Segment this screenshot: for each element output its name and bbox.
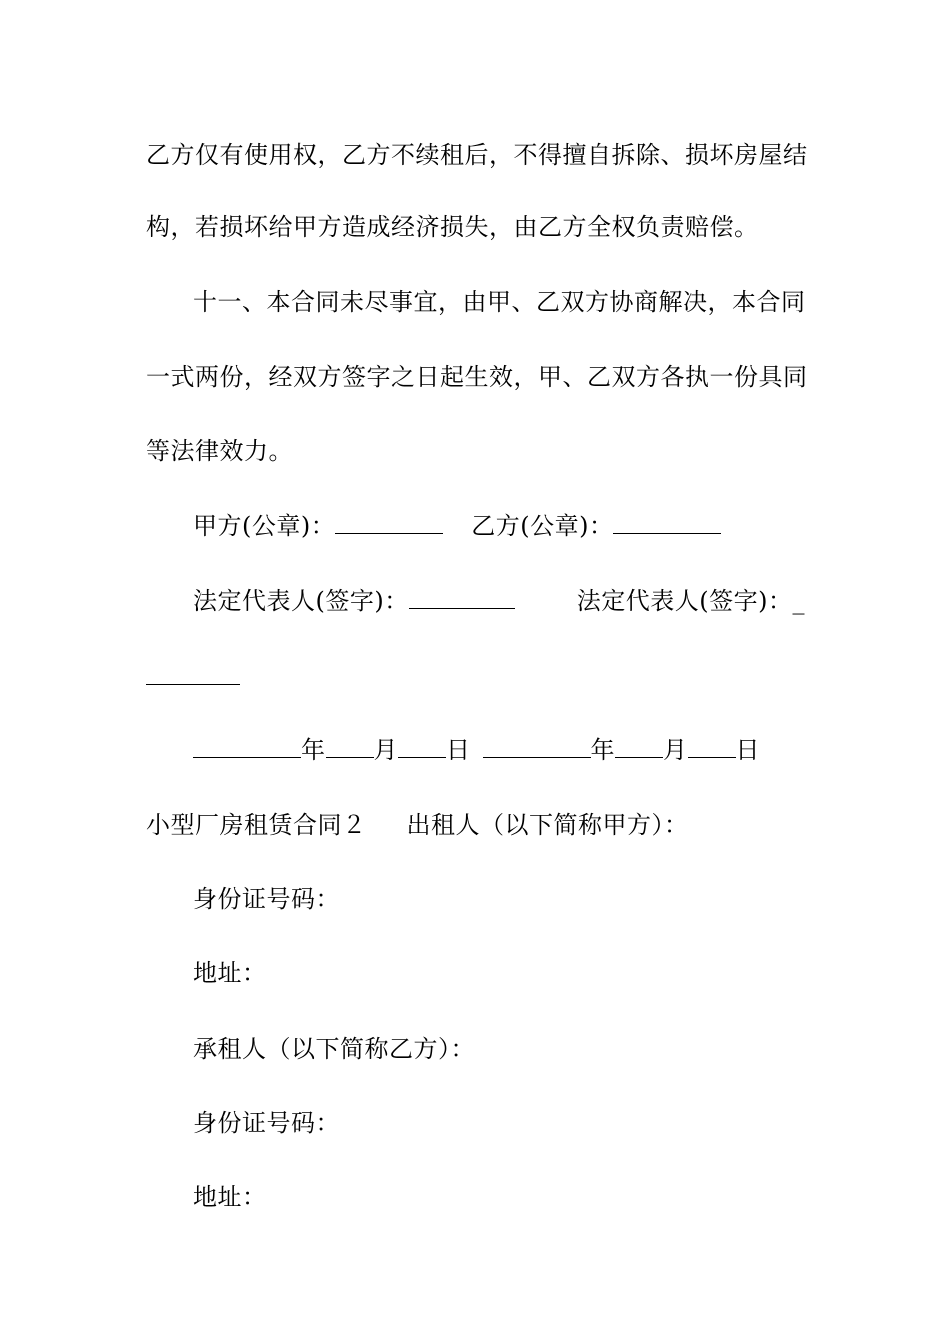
lessor-id-field: 身份证号码： (193, 885, 340, 913)
paragraph-line: 构，若损坏给甲方造成经济损失，由乙方全权负责赔偿。 (146, 213, 759, 241)
clause-eleven-line: 十一、本合同未尽事宜，由甲、乙双方协商解决，本合同 (193, 288, 806, 316)
rep-b-label: 法定代表人(签字)： (576, 587, 793, 615)
month-b-blank (615, 735, 663, 758)
rep-b-blank-continued (146, 684, 240, 685)
date-row (193, 735, 760, 765)
year-b-label: 年 (590, 736, 615, 764)
party-a-seal-label: 甲方(公章)： (193, 512, 336, 540)
day-b-blank (688, 735, 736, 758)
contract2-title: 小型厂房租赁合同２ (146, 811, 367, 839)
year-a-label: 年 (301, 736, 326, 764)
lessor-label: 出租人（以下简称甲方）： (406, 811, 689, 839)
party-b-seal-blank (613, 511, 721, 534)
lessee-label: 承租人（以下简称乙方）： (193, 1035, 475, 1063)
day-b-label: 日 (735, 736, 760, 764)
month-b-label: 月 (663, 736, 688, 764)
contract2-heading-row (146, 810, 689, 840)
paragraph-line: 一式两份，经双方签字之日起生效，甲、乙双方各执一份具同 (146, 363, 808, 391)
representative-row (193, 586, 805, 616)
month-a-label: 月 (373, 736, 398, 764)
seal-signature-row (193, 511, 721, 541)
rep-a-blank (409, 586, 515, 609)
party-b-seal-label: 乙方(公章)： (471, 512, 614, 540)
day-a-label: 日 (446, 736, 471, 764)
lessor-address-field: 地址： (193, 959, 267, 987)
rep-b-underscore: _ (792, 587, 805, 615)
year-a-blank (193, 735, 301, 758)
day-a-blank (398, 735, 446, 758)
party-a-seal-blank (335, 511, 443, 534)
month-a-blank (326, 735, 374, 758)
rep-a-label: 法定代表人(签字)： (193, 587, 409, 615)
lessee-id-field: 身份证号码： (193, 1109, 340, 1137)
paragraph-line: 等法律效力。 (146, 437, 293, 465)
lessee-address-field: 地址： (193, 1183, 267, 1211)
paragraph-line: 乙方仅有使用权，乙方不续租后，不得擅自拆除、损坏房屋结 (146, 141, 808, 169)
year-b-blank (483, 735, 591, 758)
